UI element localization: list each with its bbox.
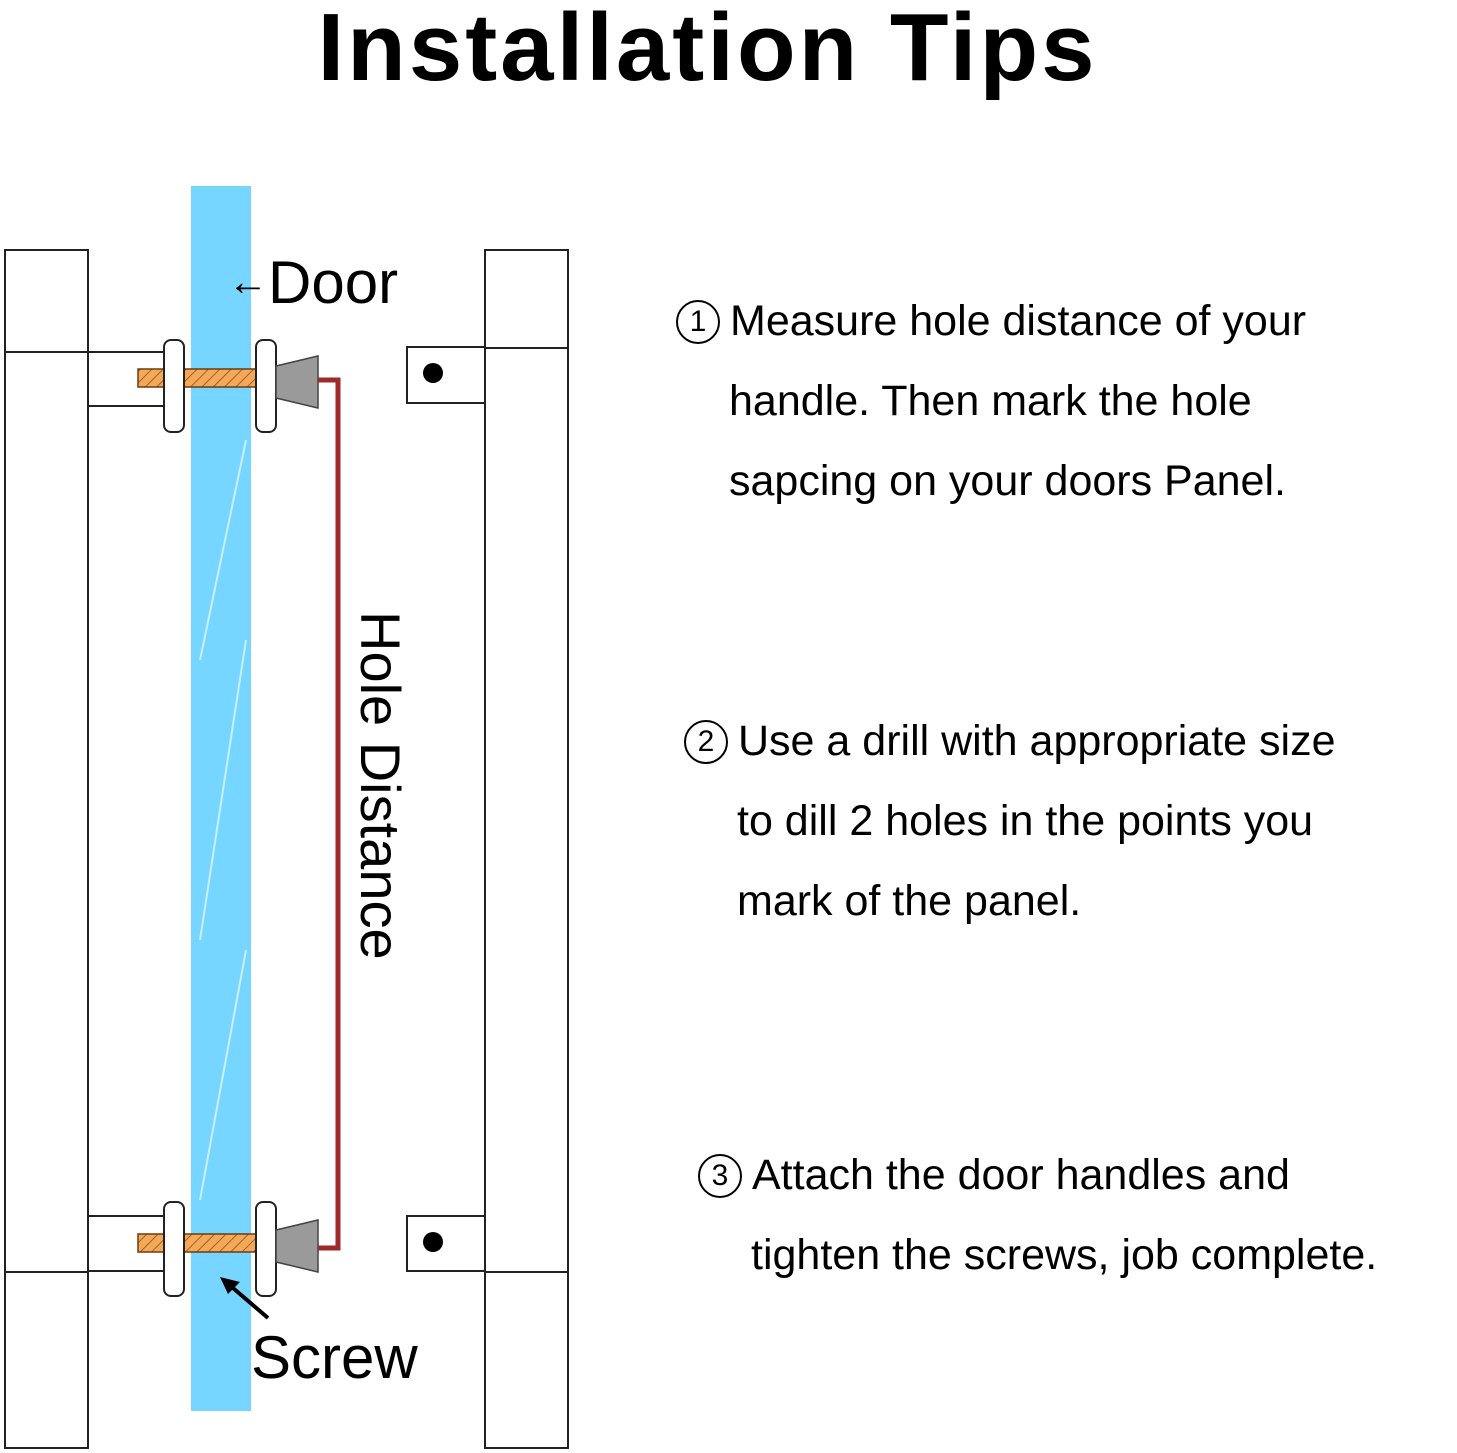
step-2-line-1 [684, 701, 1336, 781]
step-1-line-3: sapcing on your doors Panel. [729, 457, 1286, 505]
door-label [228, 249, 399, 316]
step-1-number: 1 [676, 300, 720, 344]
step-2-line-2: to dill 2 holes in the points you [737, 797, 1314, 845]
door-label-text: Door [268, 249, 399, 316]
top-mount-hole [423, 363, 443, 383]
step-2-text-1: Use a drill with appropriate size [738, 717, 1336, 765]
left-handle-bar [5, 250, 178, 1448]
step-1-text-1: Measure hole distance of your [730, 297, 1307, 345]
page-title: Installation Tips [317, 0, 1098, 101]
step-3-number: 3 [698, 1154, 742, 1198]
step-2-number: 2 [684, 720, 728, 764]
step-3 [698, 1135, 1377, 1295]
step-3-line-2: tighten the screws, job complete. [751, 1231, 1378, 1279]
bottom-mount-hole [423, 1232, 443, 1252]
hole-distance-line [318, 380, 338, 1248]
step-3-text-1: Attach the door handles and [752, 1151, 1290, 1199]
step-1-line-2: handle. Then mark the hole [729, 377, 1252, 425]
step-1 [676, 281, 1306, 521]
left-arrow-icon: ← [228, 260, 268, 304]
step-2 [684, 701, 1336, 941]
right-handle-bar [407, 250, 568, 1448]
hole-distance-label: Hole Distance [349, 611, 412, 960]
step-3-line-1 [698, 1135, 1377, 1215]
screw-label: Screw [251, 1324, 418, 1391]
step-2-line-3: mark of the panel. [737, 877, 1082, 925]
step-1-line-1 [676, 281, 1306, 361]
